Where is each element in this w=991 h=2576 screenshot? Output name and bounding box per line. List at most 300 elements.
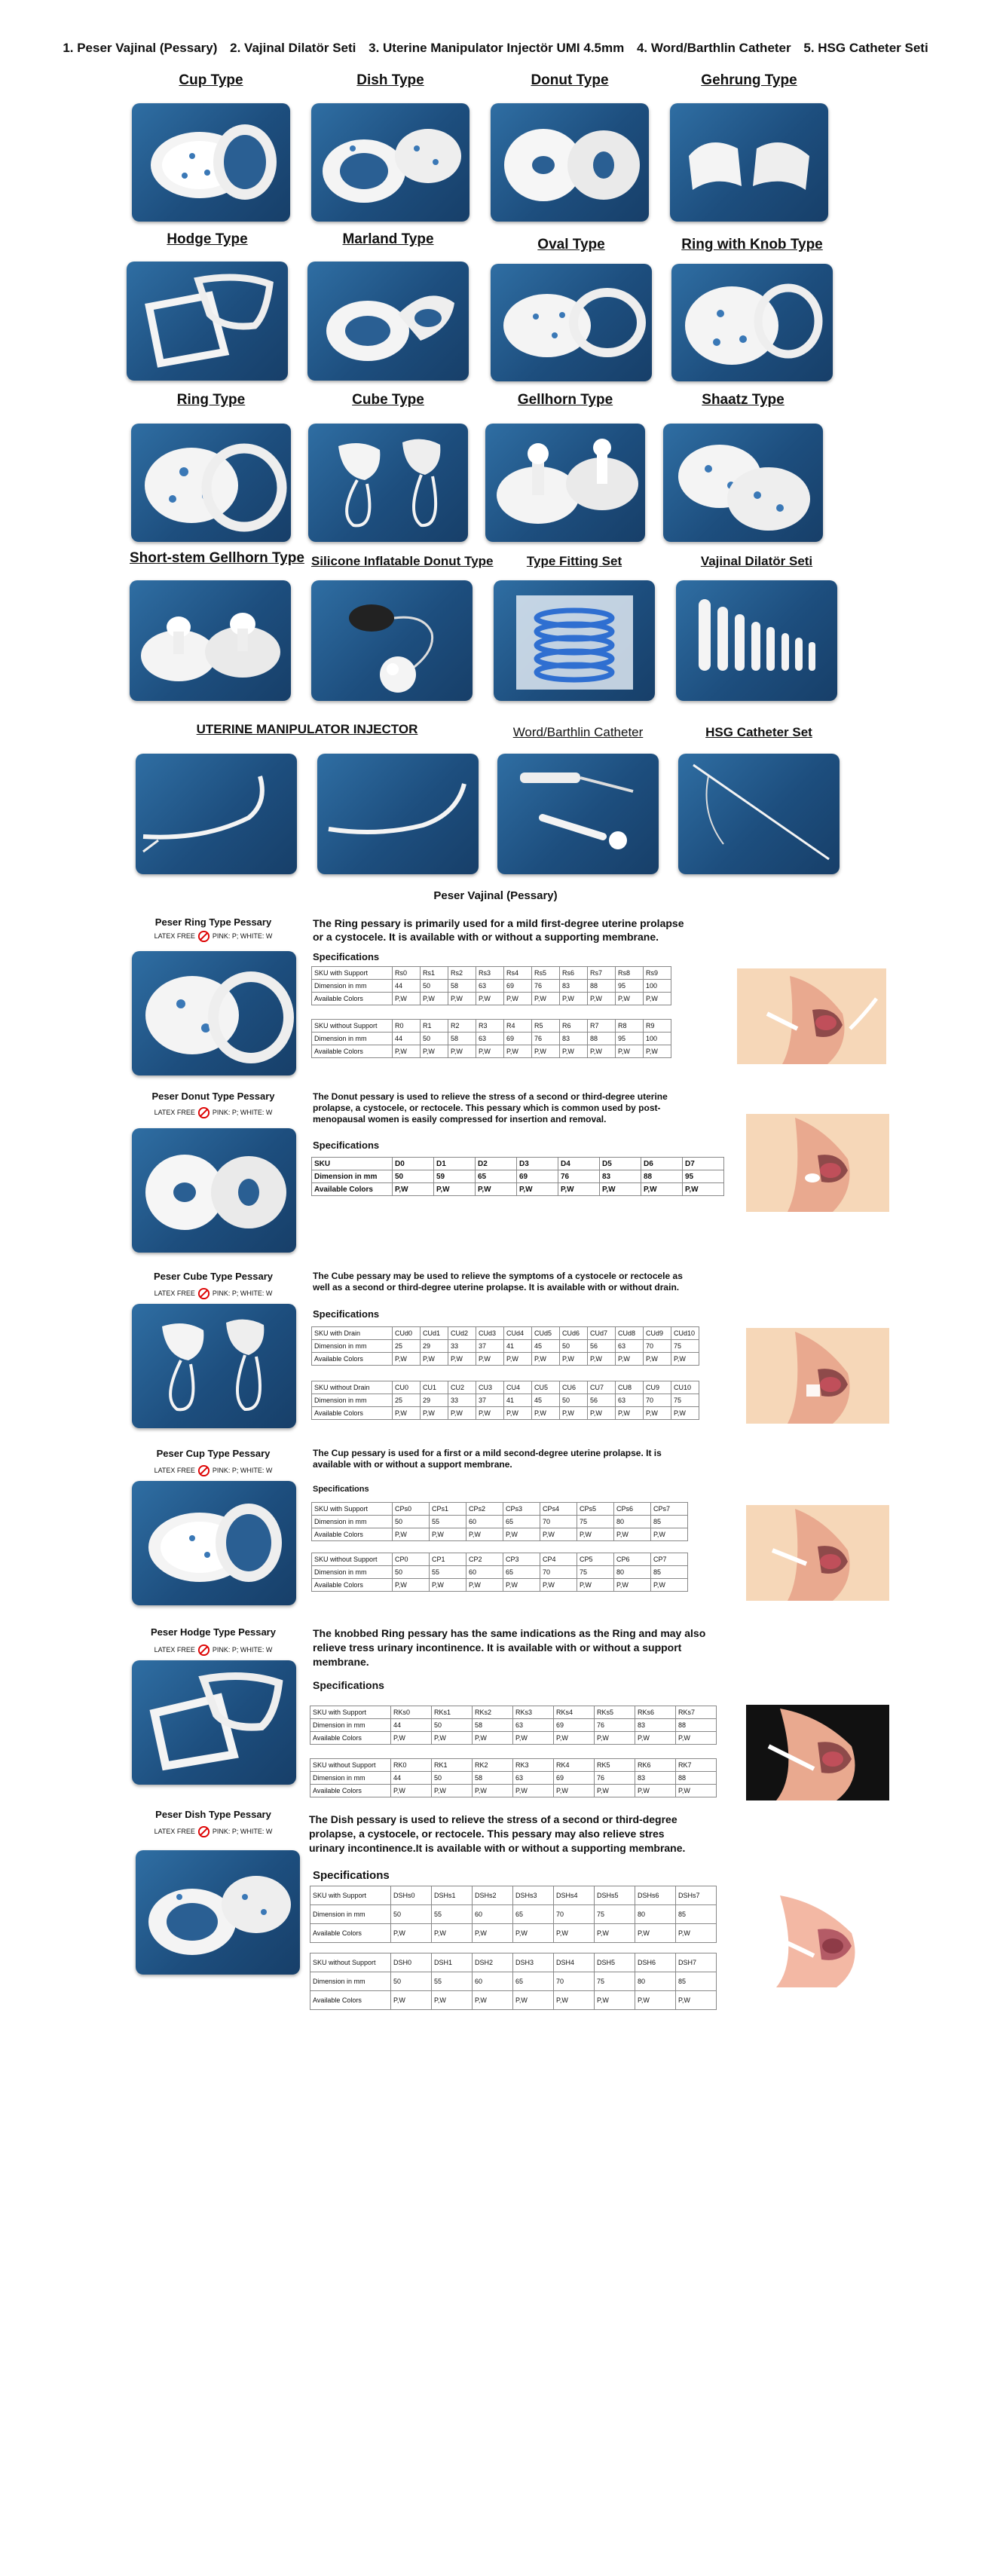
cup-product-image (132, 1481, 296, 1605)
table-row-header: Available Colors (310, 1991, 391, 2010)
table-cell: P,W (595, 1991, 635, 2010)
table-cell: P,W (473, 1991, 513, 2010)
table-cell: P,W (504, 1407, 532, 1420)
product-description: The Dish pessary is used to relieve the stress of a second or third-degree prolapse, a cystocele, or rectocele. This pessary may also relieve stres urinary incontinence.It is available with or without a supporting membrane. (309, 1813, 686, 1854)
table-cell: 75 (577, 1516, 614, 1528)
table-cell: 44 (393, 980, 421, 993)
product-description: The knobbed Ring pessary has the same indications as the Ring and may also relieve tress urinary incontinence. It is available with or without a support membrane. (313, 1627, 706, 1668)
donut-pessary-image[interactable] (491, 103, 649, 222)
table-cell: DSH4 (554, 1953, 595, 1972)
table-cell: P,W (466, 1528, 503, 1541)
gellhorn-pessary-image[interactable] (485, 424, 645, 542)
gallery-title-ring[interactable]: Ring Type (176, 392, 246, 408)
table-cell: DSHs4 (554, 1886, 595, 1905)
table-cell: P,W (503, 1579, 540, 1592)
table-row (312, 1353, 699, 1366)
table-cell: CUd8 (616, 1327, 644, 1340)
table-cell: 29 (421, 1340, 448, 1353)
table-cell: CPs6 (614, 1503, 651, 1516)
table-cell: 55 (430, 1516, 466, 1528)
table-cell: RKs4 (554, 1706, 595, 1719)
table-row-header: SKU without Support (312, 1553, 393, 1566)
table-cell: CP2 (466, 1553, 503, 1566)
table-cell: R6 (560, 1020, 588, 1033)
table-cell: RK0 (391, 1759, 432, 1772)
table-cell: P,W (504, 1045, 532, 1058)
table-cell: 83 (560, 1033, 588, 1045)
uterine-manipulator-image[interactable] (136, 754, 297, 874)
uterine-manipulator-image-2[interactable] (317, 754, 479, 874)
table-cell: P,W (554, 1991, 595, 2010)
shaatz-pessary-image[interactable] (663, 424, 823, 542)
table-cell: 76 (532, 980, 560, 993)
table-cell: P,W (421, 993, 448, 1005)
table-row (312, 1158, 724, 1170)
table-cell: P,W (641, 1183, 683, 1196)
word-catheter-image[interactable] (497, 754, 659, 874)
specifications-label: Specifications (313, 951, 380, 962)
gallery-title-hodge[interactable]: Hodge Type (167, 231, 248, 247)
table-cell: RK3 (513, 1759, 554, 1772)
table-row-header: Dimension in mm (312, 1394, 393, 1407)
table-row (312, 1170, 724, 1183)
no-latex-icon (197, 1287, 210, 1300)
table-row (310, 1719, 717, 1732)
spec-table-without-support (311, 1019, 671, 1058)
hsg-catheter-image[interactable] (678, 754, 840, 874)
table-row-header: SKU without Support (312, 1020, 393, 1033)
table-cell: Rs8 (616, 967, 644, 980)
table-cell: P,W (466, 1579, 503, 1592)
table-cell: P,W (644, 1045, 671, 1058)
table-cell: P,W (393, 1183, 434, 1196)
table-cell: 58 (473, 1772, 513, 1785)
table-cell: P,W (430, 1528, 466, 1541)
table-cell: RK2 (473, 1759, 513, 1772)
table-cell: DSHs5 (595, 1886, 635, 1905)
table-cell: CPs4 (540, 1503, 577, 1516)
table-cell: P,W (513, 1785, 554, 1797)
table-row (310, 1759, 717, 1772)
gallery-title-inflatable-donut[interactable]: Silicone Inflatable Donut Type (311, 554, 494, 568)
gallery-title-donut[interactable]: Donut Type (531, 72, 609, 88)
inflatable-donut-image[interactable] (311, 580, 473, 701)
table-row (312, 1045, 671, 1058)
table-cell: 50 (391, 1905, 432, 1924)
gehrung-pessary-image[interactable] (670, 103, 828, 222)
table-cell: P,W (577, 1528, 614, 1541)
table-row-header: Available Colors (312, 1353, 393, 1366)
table-row (310, 1924, 717, 1943)
table-cell: CP6 (614, 1553, 651, 1566)
table-cell: P,W (600, 1183, 641, 1196)
table-cell: D0 (393, 1158, 434, 1170)
table-cell: P,W (391, 1785, 432, 1797)
table-row-header: SKU without Support (310, 1953, 391, 1972)
table-cell: P,W (476, 1183, 517, 1196)
table-cell: P,W (683, 1183, 724, 1196)
table-cell: P,W (393, 1579, 430, 1592)
table-cell: 29 (421, 1394, 448, 1407)
gallery-title-uterine-manipulator[interactable]: UTERINE MANIPULATOR INJECTOR (196, 722, 418, 736)
table-cell: 55 (432, 1905, 473, 1924)
table-cell: 63 (616, 1340, 644, 1353)
top-item-uterine-manipulator[interactable]: 3. Uterine Manipulator Injectör UMI 4.5mm (369, 41, 625, 55)
table-row (312, 1033, 671, 1045)
cube-product-image (132, 1304, 296, 1428)
top-product-list (0, 41, 991, 56)
table-cell: P,W (532, 1353, 560, 1366)
table-cell: P,W (476, 1353, 504, 1366)
table-cell: P,W (595, 1785, 635, 1797)
table-cell: 60 (473, 1905, 513, 1924)
table-cell: 59 (434, 1170, 476, 1183)
table-cell: 85 (676, 1905, 717, 1924)
table-cell: P,W (595, 1924, 635, 1943)
table-cell: P,W (448, 993, 476, 1005)
table-cell: P,W (577, 1579, 614, 1592)
table-row-header: Dimension in mm (312, 1340, 393, 1353)
table-cell: P,W (448, 1407, 476, 1420)
table-cell: 58 (448, 1033, 476, 1045)
table-cell: CUd10 (671, 1327, 699, 1340)
table-row (310, 1905, 717, 1924)
table-cell: P,W (540, 1579, 577, 1592)
no-latex-icon (197, 1825, 210, 1838)
table-cell: DSH2 (473, 1953, 513, 1972)
table-cell: 56 (588, 1394, 616, 1407)
table-cell: DSH0 (391, 1953, 432, 1972)
short-gellhorn-pessary-image[interactable] (130, 580, 291, 701)
table-cell: P,W (504, 1353, 532, 1366)
cube-pessary-image[interactable] (308, 424, 468, 542)
gallery-title-dilator-set[interactable]: Vajinal Dilatör Seti (700, 554, 813, 568)
table-cell: P,W (671, 1353, 699, 1366)
table-row (312, 993, 671, 1005)
table-row-header: Available Colors (312, 1579, 393, 1592)
table-cell: P,W (432, 1732, 473, 1745)
anatomy-illustration (746, 1328, 889, 1424)
table-cell: P,W (393, 1045, 421, 1058)
spec-table-without-support (310, 1953, 717, 2010)
table-cell: CUd3 (476, 1327, 504, 1340)
table-cell: RK1 (432, 1759, 473, 1772)
table-cell: D6 (641, 1158, 683, 1170)
table-cell: DSH6 (635, 1953, 676, 1972)
table-cell: 55 (432, 1972, 473, 1991)
table-row (310, 1953, 717, 1972)
table-cell: P,W (393, 993, 421, 1005)
table-cell: RK5 (595, 1759, 635, 1772)
cup-pessary-image[interactable] (132, 103, 290, 222)
gallery-title-shaatz[interactable]: Shaatz Type (702, 392, 785, 408)
table-cell: CU4 (504, 1381, 532, 1394)
table-cell: 80 (614, 1566, 651, 1579)
table-cell: P,W (560, 1407, 588, 1420)
dish-pessary-image[interactable] (311, 103, 470, 222)
specifications-label: Specifications (313, 1308, 380, 1320)
table-cell: 50 (393, 1170, 434, 1183)
table-cell: RKs2 (473, 1706, 513, 1719)
oval-pessary-image[interactable] (491, 264, 652, 381)
table-cell: CP5 (577, 1553, 614, 1566)
table-cell: P,W (473, 1924, 513, 1943)
table-row-header: Available Colors (312, 993, 393, 1005)
product-description: The Donut pessary is used to relieve the stress of a second or third-degree uterine prolapse, a cystocele, or rectocele. This pessary which is common used by post- menopausal women is easily compressed for insertion and removal. (313, 1091, 668, 1124)
table-row (310, 1732, 717, 1745)
table-cell: 65 (513, 1972, 554, 1991)
no-latex-icon (197, 1106, 210, 1119)
table-cell: CU5 (532, 1381, 560, 1394)
table-cell: 80 (614, 1516, 651, 1528)
table-cell: 88 (676, 1719, 717, 1732)
table-cell: 83 (635, 1719, 676, 1732)
table-cell: 69 (504, 1033, 532, 1045)
table-cell: 44 (391, 1772, 432, 1785)
table-cell: DSHs6 (635, 1886, 676, 1905)
table-cell: 33 (448, 1394, 476, 1407)
table-cell: CPs0 (393, 1503, 430, 1516)
table-row (312, 1340, 699, 1353)
table-row (310, 1706, 717, 1719)
table-cell: P,W (513, 1732, 554, 1745)
product-description: The Cup pessary is used for a first or a mild second-degree uterine prolapse. It is available with or without a support membrane. (313, 1448, 662, 1470)
table-cell: 83 (635, 1772, 676, 1785)
table-row-header: Available Colors (312, 1528, 393, 1541)
latex-free-label: LATEX FREE PINK: P; WHITE: W (119, 1825, 307, 1838)
table-cell: P,W (421, 1353, 448, 1366)
table-cell: 75 (671, 1394, 699, 1407)
table-cell: 41 (504, 1394, 532, 1407)
gallery-title-dish[interactable]: Dish Type (356, 72, 424, 88)
gallery-title-marland[interactable]: Marland Type (342, 231, 434, 247)
gallery-title-fitting-set[interactable]: Type Fitting Set (526, 554, 622, 568)
table-cell: D4 (558, 1158, 600, 1170)
table-cell: 83 (600, 1170, 641, 1183)
table-row-header: SKU with Support (310, 1706, 391, 1719)
specifications-label: Specifications (313, 1140, 380, 1151)
table-cell: CUd6 (560, 1327, 588, 1340)
table-cell: 50 (421, 980, 448, 993)
table-cell: CP4 (540, 1553, 577, 1566)
table-row-header: Available Colors (312, 1045, 393, 1058)
spec-table-with-support (310, 1706, 717, 1745)
table-cell: 88 (588, 1033, 616, 1045)
hodge-pessary-image[interactable] (127, 262, 288, 381)
table-cell: P,W (532, 1045, 560, 1058)
table-cell: 75 (595, 1905, 635, 1924)
anatomy-illustration (746, 1892, 889, 1987)
table-cell: CU9 (644, 1381, 671, 1394)
table-cell: P,W (504, 993, 532, 1005)
table-row-header: Dimension in mm (310, 1905, 391, 1924)
table-cell: 63 (513, 1719, 554, 1732)
table-cell: P,W (421, 1407, 448, 1420)
table-row-header: Available Colors (312, 1183, 393, 1196)
table-cell: CP0 (393, 1553, 430, 1566)
table-cell: 25 (393, 1394, 421, 1407)
gallery-title-cube[interactable]: Cube Type (352, 392, 424, 408)
table-cell: 100 (644, 980, 671, 993)
table-row (312, 1553, 688, 1566)
gallery-title-short-gellhorn[interactable]: Short-stem Gellhorn Type (130, 550, 304, 566)
table-cell: P,W (513, 1991, 554, 2010)
table-row (310, 1886, 717, 1905)
table-row-header: Dimension in mm (312, 1516, 393, 1528)
table-cell: 37 (476, 1394, 504, 1407)
gallery-title-cup[interactable]: Cup Type (179, 72, 243, 88)
table-cell: P,W (532, 993, 560, 1005)
table-cell: P,W (635, 1785, 676, 1797)
table-cell: 88 (588, 980, 616, 993)
table-cell: DSHs3 (513, 1886, 554, 1905)
table-cell: 70 (540, 1566, 577, 1579)
gallery-title-gehrung[interactable]: Gehrung Type (701, 72, 797, 88)
table-cell: P,W (635, 1732, 676, 1745)
table-cell: CU1 (421, 1381, 448, 1394)
table-row-header: Dimension in mm (310, 1772, 391, 1785)
table-cell: DSHs0 (391, 1886, 432, 1905)
table-cell: 56 (588, 1340, 616, 1353)
spec-table-with-drain (311, 1326, 699, 1366)
dilator-set-image[interactable] (676, 580, 837, 701)
specifications-label: Specifications (313, 1679, 384, 1691)
ring-knob-pessary-image[interactable] (671, 264, 833, 381)
dish-product-image (136, 1850, 300, 1975)
table-cell: 58 (473, 1719, 513, 1732)
spec-table-without-drain (311, 1381, 699, 1420)
table-cell: CU0 (393, 1381, 421, 1394)
table-cell: D1 (434, 1158, 476, 1170)
table-cell: 70 (554, 1905, 595, 1924)
table-cell: R3 (476, 1020, 504, 1033)
table-row (312, 1407, 699, 1420)
table-cell: RKs7 (676, 1706, 717, 1719)
table-cell: CPs2 (466, 1503, 503, 1516)
table-cell: P,W (473, 1732, 513, 1745)
product-description: The Cube pessary may be used to relieve the symptoms of a cystocele or rectocele as well as a second or third-degree uterine prolapse. It is available with or without drain. (313, 1271, 683, 1293)
anatomy-illustration (746, 1705, 889, 1800)
table-cell: P,W (676, 1991, 717, 2010)
table-row-header: SKU with Drain (312, 1327, 393, 1340)
top-item-hsg-catheter[interactable]: 5. HSG Catheter Seti (803, 41, 928, 55)
table-cell: CU2 (448, 1381, 476, 1394)
table-cell: 44 (393, 1033, 421, 1045)
table-cell: 45 (532, 1340, 560, 1353)
table-cell: 60 (466, 1566, 503, 1579)
table-cell: Rs3 (476, 967, 504, 980)
table-cell: CU6 (560, 1381, 588, 1394)
table-cell: P,W (448, 1353, 476, 1366)
table-row-header: Dimension in mm (312, 1033, 393, 1045)
table-cell: RK4 (554, 1759, 595, 1772)
product-description: The Ring pessary is primarily used for a mild first-degree uterine prolapse or a cystocele. It is available with or without a supporting membrane. (313, 917, 684, 943)
table-cell: P,W (588, 1353, 616, 1366)
table-cell: 55 (430, 1566, 466, 1579)
gallery-title-hsg-catheter[interactable]: HSG Catheter Set (705, 725, 812, 739)
table-cell: P,W (448, 1045, 476, 1058)
ring-pessary-image[interactable] (131, 424, 291, 542)
table-cell: 44 (391, 1719, 432, 1732)
gallery-title-gellhorn[interactable]: Gellhorn Type (517, 392, 613, 408)
fitting-set-image[interactable] (494, 580, 655, 701)
table-cell: R0 (393, 1020, 421, 1033)
table-row (310, 1772, 717, 1785)
table-cell: DSH1 (432, 1953, 473, 1972)
product-title: Peser Dish Type Pessary (155, 1809, 271, 1820)
table-cell: 95 (616, 1033, 644, 1045)
table-cell: P,W (644, 1353, 671, 1366)
table-cell: P,W (588, 1407, 616, 1420)
table-cell: CU10 (671, 1381, 699, 1394)
specifications-label: Specifications (313, 1485, 369, 1494)
table-cell: 76 (532, 1033, 560, 1045)
table-cell: 50 (560, 1394, 588, 1407)
table-cell: 50 (393, 1516, 430, 1528)
table-row-header: Available Colors (310, 1785, 391, 1797)
table-cell: Rs1 (421, 967, 448, 980)
table-cell: P,W (393, 1528, 430, 1541)
table-cell: 65 (476, 1170, 517, 1183)
product-title: Peser Cup Type Pessary (156, 1448, 271, 1459)
table-cell: Rs5 (532, 967, 560, 980)
section-title-pessary: Peser Vajinal (Pessary) (433, 889, 558, 902)
top-item-pessary[interactable]: 1. Peser Vajinal (Pessary) (63, 41, 218, 55)
table-cell: 75 (671, 1340, 699, 1353)
table-cell: 69 (554, 1772, 595, 1785)
top-item-word-catheter[interactable]: 4. Word/Barthlin Catheter (636, 41, 791, 55)
table-cell: D2 (476, 1158, 517, 1170)
table-cell: P,W (616, 1353, 644, 1366)
table-cell: P,W (476, 993, 504, 1005)
table-cell: R2 (448, 1020, 476, 1033)
table-cell: 88 (641, 1170, 683, 1183)
gallery-title-word-catheter[interactable]: Word/Barthlin Catheter (512, 725, 644, 739)
table-cell: 76 (595, 1772, 635, 1785)
table-cell: P,W (476, 1407, 504, 1420)
table-cell: 65 (503, 1516, 540, 1528)
table-cell: R4 (504, 1020, 532, 1033)
table-cell: CUd0 (393, 1327, 421, 1340)
table-cell: P,W (421, 1045, 448, 1058)
table-cell: RK6 (635, 1759, 676, 1772)
table-row (312, 1183, 724, 1196)
table-cell: D3 (517, 1158, 558, 1170)
table-cell: CPs3 (503, 1503, 540, 1516)
table-row-header: Available Colors (310, 1924, 391, 1943)
table-row (310, 1972, 717, 1991)
table-cell: R8 (616, 1020, 644, 1033)
table-cell: Rs7 (588, 967, 616, 980)
table-cell: P,W (473, 1785, 513, 1797)
table-cell: CPs1 (430, 1503, 466, 1516)
table-cell: P,W (532, 1407, 560, 1420)
gallery-title-oval[interactable]: Oval Type (537, 237, 605, 252)
table-cell: CU8 (616, 1381, 644, 1394)
table-cell: P,W (614, 1528, 651, 1541)
top-item-dilator[interactable]: 2. Vajinal Dilatör Seti (230, 41, 356, 55)
table-cell: P,W (616, 1407, 644, 1420)
table-cell: DSHs2 (473, 1886, 513, 1905)
table-cell: R7 (588, 1020, 616, 1033)
gallery-title-ring-knob[interactable]: Ring with Knob Type (681, 237, 823, 252)
table-cell: P,W (554, 1924, 595, 1943)
table-cell: P,W (676, 1732, 717, 1745)
marland-pessary-image[interactable] (307, 262, 469, 381)
table-row-header: Dimension in mm (312, 1566, 393, 1579)
table-cell: P,W (651, 1579, 688, 1592)
table-row (312, 1528, 688, 1541)
